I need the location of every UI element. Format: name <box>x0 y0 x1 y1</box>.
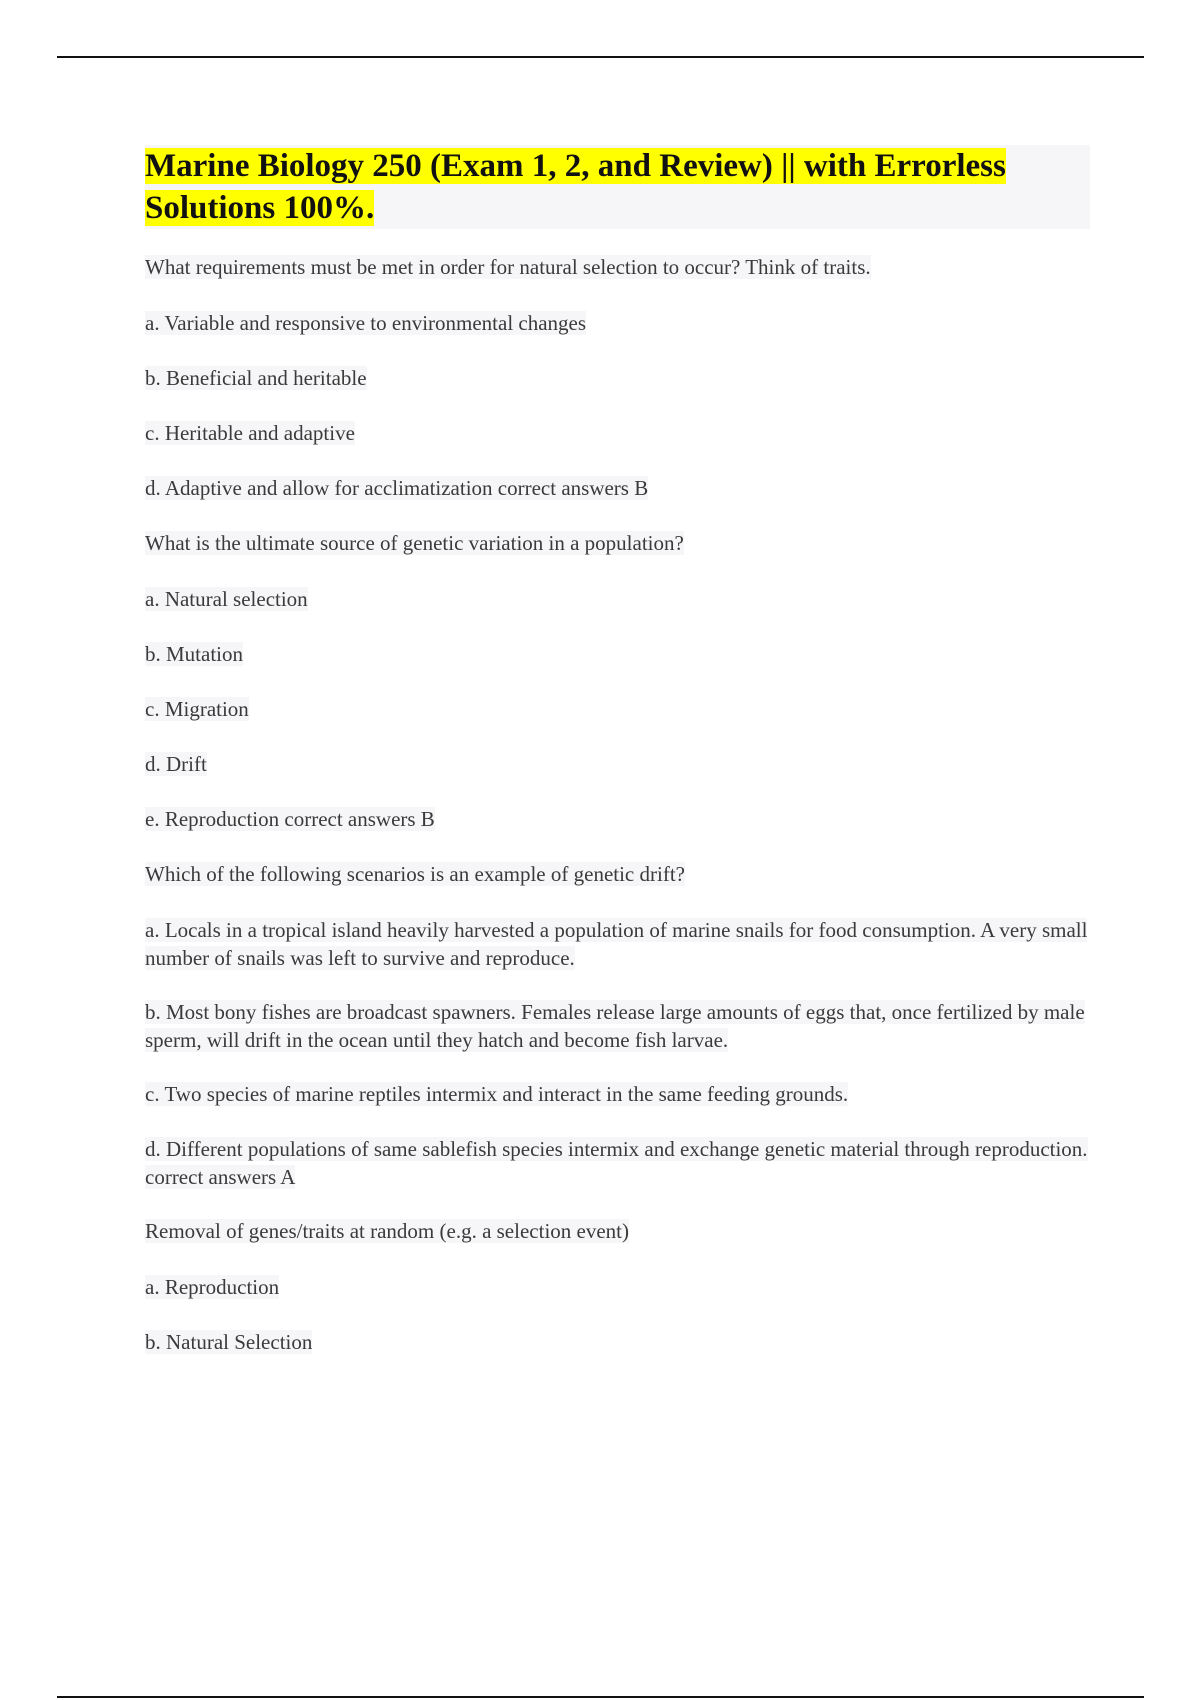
question-1-option-b: b. Beneficial and heritable <box>145 366 367 390</box>
question-2-option-a: a. Natural selection <box>145 587 308 611</box>
bottom-rule <box>57 1696 1144 1698</box>
question-3-option-b: b. Most bony fishes are broadcast spawners. Females release large amounts of eggs that, once fertilized by male sperm, will drift in the ocean until they hatch and become fish larvae. <box>145 1000 1085 1052</box>
document-title <box>145 145 1090 229</box>
title-block <box>145 145 1090 229</box>
question-1-option-a: a. Variable and responsive to environmental changes <box>145 311 587 335</box>
question-3-option-d: d. Different populations of same sablefish species intermix and exchange genetic material through reproduction. correct answers A <box>145 1137 1088 1189</box>
top-rule <box>57 56 1144 58</box>
question-3: Which of the following scenarios is an example of genetic drift? <box>145 862 685 886</box>
question-2-option-c: c. Migration <box>145 697 249 721</box>
question-1: What requirements must be met in order for natural selection to occur? Think of traits. <box>145 255 871 279</box>
question-1-option-c: c. Heritable and adaptive <box>145 421 355 445</box>
question-3-option-a: a. Locals in a tropical island heavily harvested a population of marine snails for food consumption. A very small number of snails was left to survive and reproduce. <box>145 918 1088 970</box>
question-4-option-b: b. Natural Selection <box>145 1330 313 1354</box>
question-2-option-e: e. Reproduction correct answers B <box>145 807 435 831</box>
question-4-option-a: a. Reproduction <box>145 1275 280 1299</box>
question-3-option-c: c. Two species of marine reptiles intermix and interact in the same feeding grounds. <box>145 1082 849 1106</box>
question-2: What is the ultimate source of genetic variation in a population? <box>145 531 684 555</box>
document-title-text: Marine Biology 250 (Exam 1, 2, and Review) || with Errorless Solutions 100%. <box>145 148 1006 226</box>
question-1-option-d: d. Adaptive and allow for acclimatization correct answers B <box>145 476 649 500</box>
question-4: Removal of genes/traits at random (e.g. a selection event) <box>145 1219 629 1243</box>
document-body <box>145 145 1090 1383</box>
question-2-option-d: d. Drift <box>145 752 207 776</box>
question-2-option-b: b. Mutation <box>145 642 243 666</box>
